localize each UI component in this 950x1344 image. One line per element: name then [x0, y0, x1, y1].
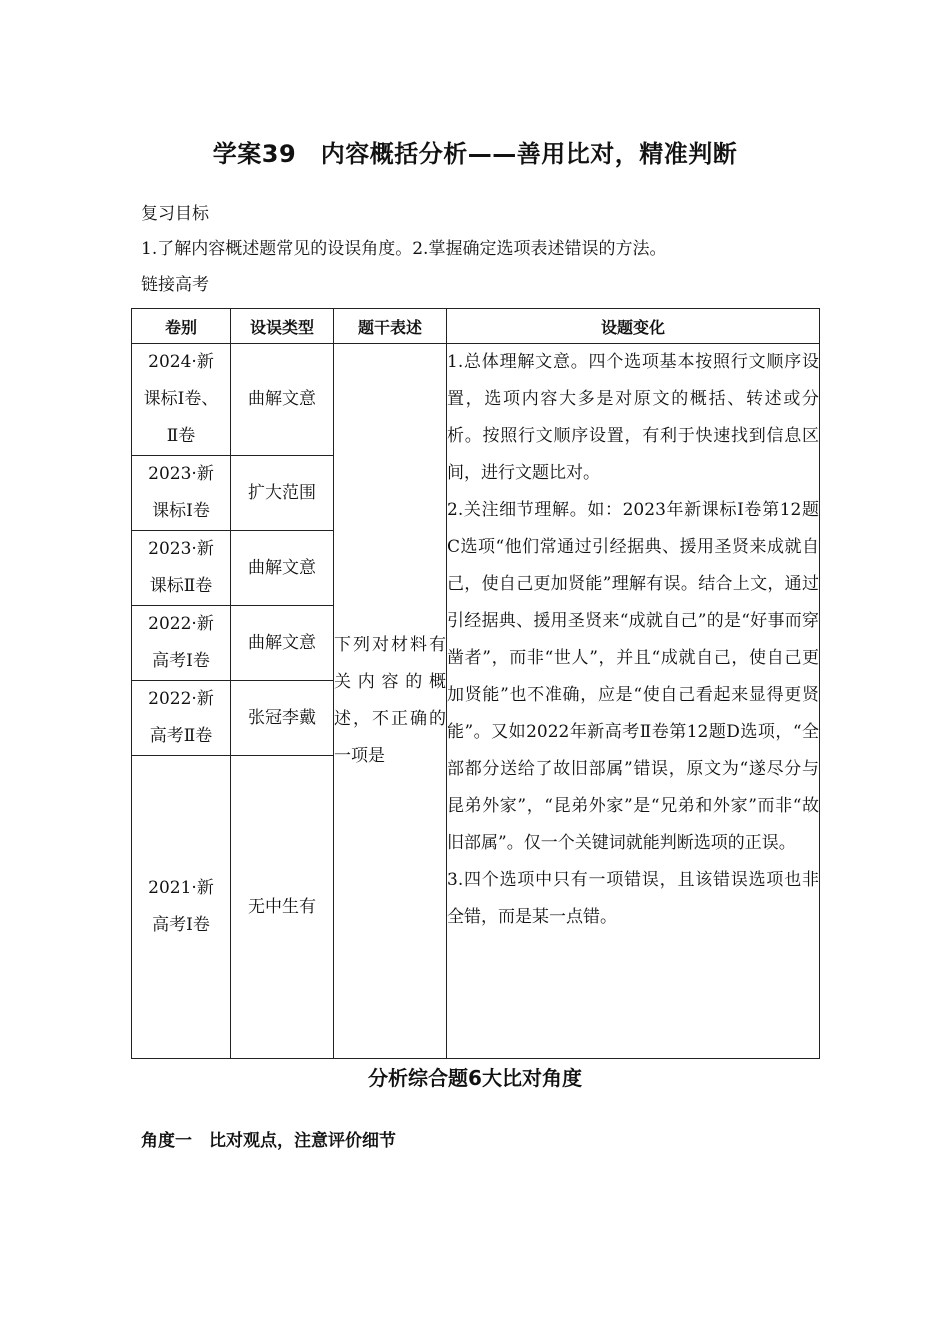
header-error-type: 设误类型 [231, 309, 334, 344]
paper-cell: 2021·新高考Ⅰ卷 [132, 756, 231, 1059]
review-goals-label: 复习目标 [141, 204, 209, 224]
change-cell [447, 344, 820, 1059]
paper-cell: 2024·新课标Ⅰ卷、Ⅱ卷 [132, 344, 231, 456]
table-row [132, 344, 820, 456]
review-goals-text: 1.了解内容概述题常见的设误角度。2.掌握确定选项表述错误的方法。 [141, 239, 667, 259]
change-point-3: 3.四个选项中只有一项错误，且该错误选项也非全错，而是某一点错。 [447, 870, 819, 927]
error-type-cell: 无中生有 [231, 756, 334, 1059]
stem-cell: 下列对材料有关内容的概述，不正确的一项是 [334, 344, 447, 1059]
change-point-2: 2.关注细节理解。如：2023年新课标Ⅰ卷第12题C选项“他们常通过引经据典、援用圣贤来成就自己，使自己更加贤能”理解有误。结合上文，通过引经据典、援用圣贤来“成就自己”的是“好事而穿凿者”，而非“世人”，并且“成就自己，使自己更加贤能”也不准确，应是“使自己看起来显得更贤能”。又如2022年新高考Ⅱ卷第12题D选项，“全部都分送给了故旧部属”错误，原文为“遂尽分与昆弟外家”，“昆弟外家”是“兄弟和外家”而非“故旧部属”。仅一个关键词就能判断选项的正误。 [447, 500, 819, 853]
error-type-cell: 曲解文意 [231, 531, 334, 606]
error-type-cell: 曲解文意 [231, 344, 334, 456]
link-exam-label: 链接高考 [141, 275, 209, 295]
header-paper: 卷别 [132, 309, 231, 344]
table-header-row [132, 309, 820, 344]
paper-cell: 2022·新高考Ⅰ卷 [132, 606, 231, 681]
change-point-1: 1.总体理解文意。四个选项基本按照行文顺序设置，选项内容大多是对原文的概括、转述或分析。按照行文顺序设置，有利于快速找到信息区间，进行文题比对。 [447, 352, 819, 483]
angle-one-heading: 角度一 比对观点，注意评价细节 [141, 1131, 396, 1151]
paper-cell: 2023·新课标Ⅱ卷 [132, 531, 231, 606]
error-type-cell: 扩大范围 [231, 456, 334, 531]
paper-cell: 2022·新高考Ⅱ卷 [132, 681, 231, 756]
page-title: 学案39 内容概括分析——善用比对，精准判断 [212, 140, 738, 168]
paper-cell: 2023·新课标Ⅰ卷 [132, 456, 231, 531]
error-type-cell: 张冠李戴 [231, 681, 334, 756]
header-change: 设题变化 [447, 309, 820, 344]
exam-analysis-table [131, 308, 820, 1059]
header-stem: 题干表述 [334, 309, 447, 344]
error-type-cell: 曲解文意 [231, 606, 334, 681]
section-title: 分析综合题6大比对角度 [368, 1066, 582, 1090]
